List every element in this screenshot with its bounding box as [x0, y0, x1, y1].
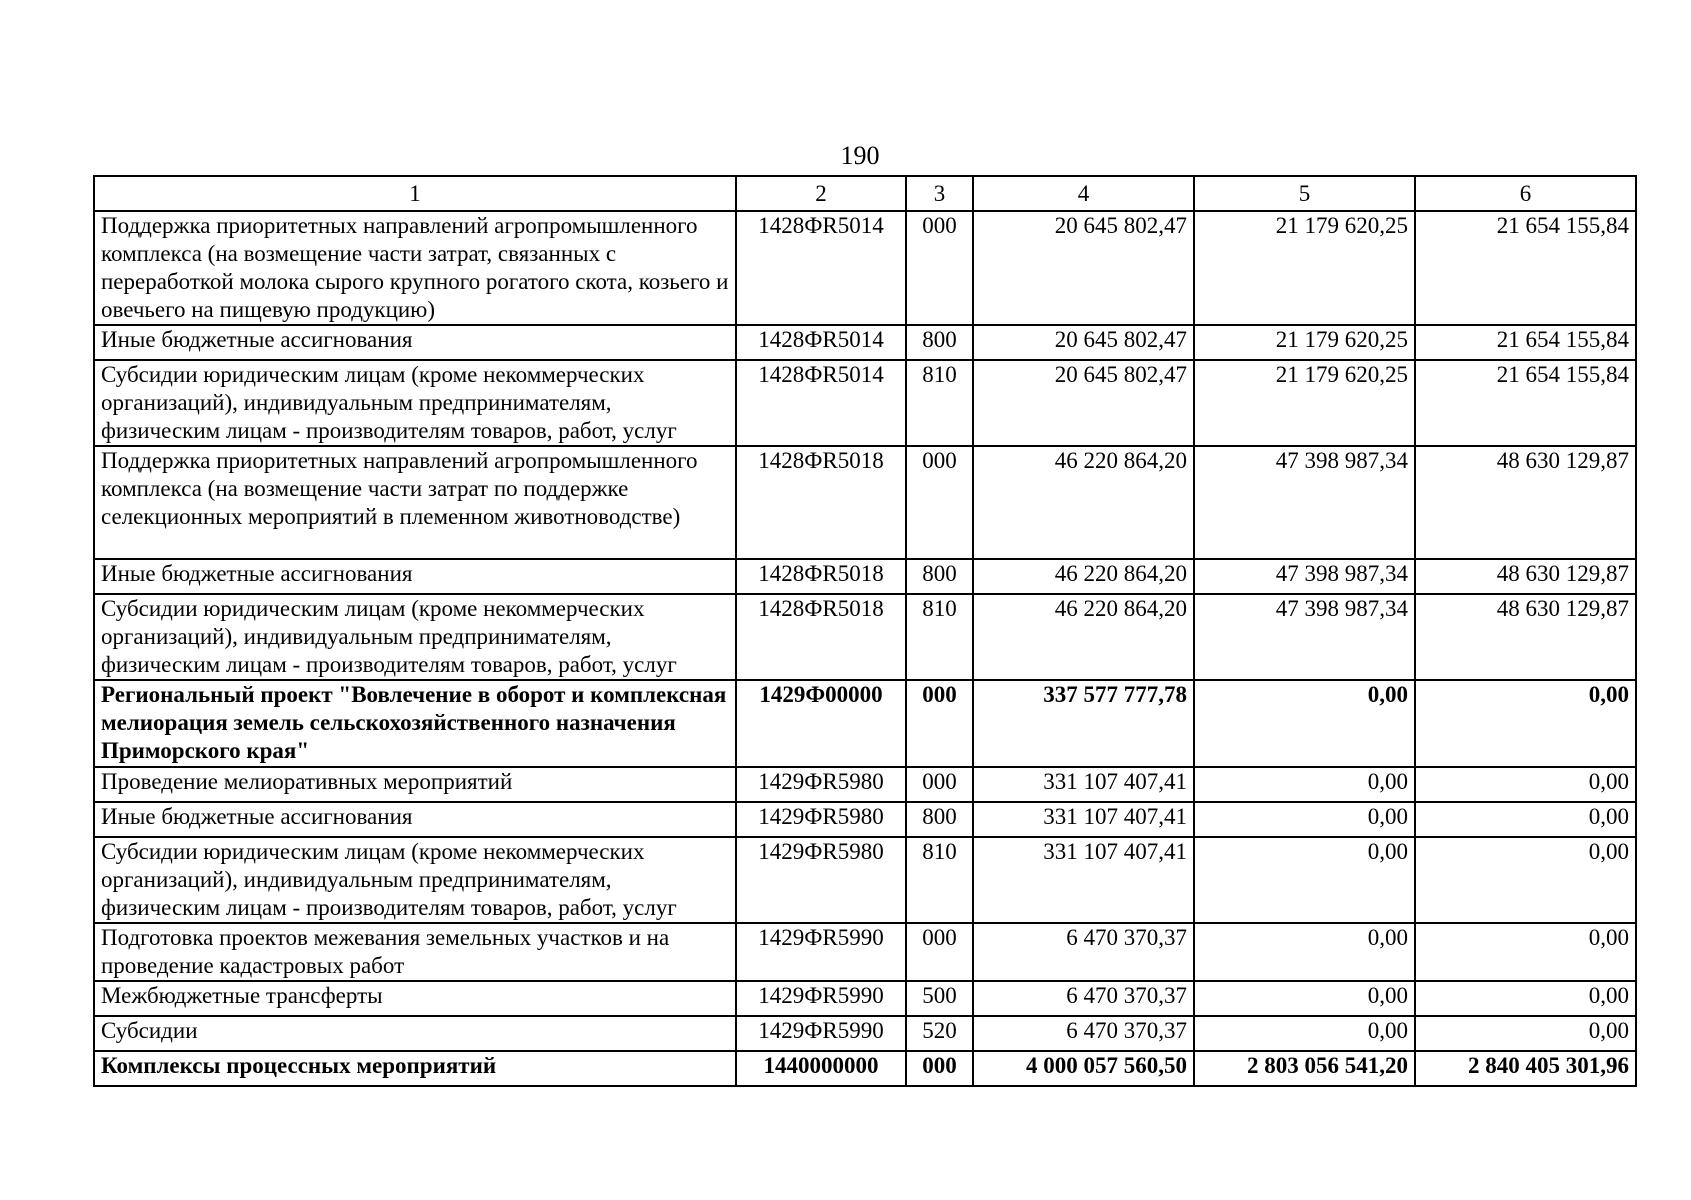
cell-amount-col4: 331 107 407,41	[973, 837, 1194, 923]
cell-amount-col4: 46 220 864,20	[973, 446, 1194, 559]
cell-amount-col4: 46 220 864,20	[973, 559, 1194, 594]
header-col-6: 6	[1415, 176, 1636, 211]
table-row	[94, 446, 1636, 559]
cell-amount-col5: 47 398 987,34	[1194, 594, 1415, 680]
cell-amount-col6: 0,00	[1415, 837, 1636, 923]
table-row	[94, 211, 1636, 325]
cell-name: Комплексы процессных мероприятий	[94, 1051, 736, 1086]
cell-expense-type: 520	[906, 1016, 973, 1051]
cell-amount-col4: 331 107 407,41	[973, 767, 1194, 802]
cell-name: Поддержка приоритетных направлений агропромышленного комплекса (на возмещение части затрат по поддержке селекционных мероприятий в племенном животноводстве)	[94, 446, 736, 559]
cell-code: 1428ФR5018	[736, 594, 906, 680]
cell-expense-type: 800	[906, 325, 973, 360]
cell-amount-col5: 0,00	[1194, 837, 1415, 923]
table-body	[94, 211, 1636, 1086]
table-row	[94, 680, 1636, 767]
cell-name: Поддержка приоритетных направлений агропромышленного комплекса (на возмещение части затрат, связанных с переработкой молока сырого крупного рогатого скота, козьего и овечьего на пищевую продукцию)	[94, 211, 736, 325]
cell-amount-col6: 0,00	[1415, 923, 1636, 981]
table-row	[94, 325, 1636, 360]
cell-name: Подготовка проектов межевания земельных участков и на проведение кадастровых работ	[94, 923, 736, 981]
cell-name: Субсидии юридическим лицам (кроме некоммерческих организаций), индивидуальным предпринимателям, физическим лицам - производителям товаров, работ, услуг	[94, 360, 736, 446]
cell-expense-type: 800	[906, 802, 973, 837]
cell-expense-type: 000	[906, 923, 973, 981]
cell-amount-col4: 6 470 370,37	[973, 923, 1194, 981]
header-row	[94, 176, 1636, 211]
table-row	[94, 802, 1636, 837]
cell-name: Субсидии юридическим лицам (кроме некоммерческих организаций), индивидуальным предпринимателям, физическим лицам - производителям товаров, работ, услуг	[94, 837, 736, 923]
cell-amount-col6: 48 630 129,87	[1415, 446, 1636, 559]
cell-amount-col6: 0,00	[1415, 981, 1636, 1016]
cell-amount-col5: 0,00	[1194, 981, 1415, 1016]
table-row	[94, 981, 1636, 1016]
cell-amount-col4: 6 470 370,37	[973, 981, 1194, 1016]
cell-amount-col5: 47 398 987,34	[1194, 559, 1415, 594]
cell-code: 1440000000	[736, 1051, 906, 1086]
cell-name: Иные бюджетные ассигнования	[94, 559, 736, 594]
cell-amount-col6: 21 654 155,84	[1415, 325, 1636, 360]
cell-code: 1428ФR5014	[736, 360, 906, 446]
cell-amount-col6: 21 654 155,84	[1415, 211, 1636, 325]
cell-amount-col6: 0,00	[1415, 680, 1636, 767]
cell-name: Субсидии	[94, 1016, 736, 1051]
header-col-2: 2	[736, 176, 906, 211]
cell-expense-type: 810	[906, 837, 973, 923]
cell-amount-col5: 2 803 056 541,20	[1194, 1051, 1415, 1086]
cell-amount-col4: 20 645 802,47	[973, 360, 1194, 446]
cell-name: Иные бюджетные ассигнования	[94, 325, 736, 360]
cell-amount-col6: 0,00	[1415, 1016, 1636, 1051]
cell-amount-col6: 21 654 155,84	[1415, 360, 1636, 446]
cell-expense-type: 000	[906, 767, 973, 802]
cell-amount-col6: 48 630 129,87	[1415, 559, 1636, 594]
cell-amount-col5: 0,00	[1194, 680, 1415, 767]
cell-amount-col4: 46 220 864,20	[973, 594, 1194, 680]
cell-amount-col6: 0,00	[1415, 767, 1636, 802]
cell-code: 1428ФR5014	[736, 211, 906, 325]
cell-code: 1429ФR5980	[736, 802, 906, 837]
cell-code: 1429ФR5980	[736, 837, 906, 923]
page-number: 190	[840, 141, 880, 170]
cell-amount-col4: 6 470 370,37	[973, 1016, 1194, 1051]
cell-expense-type: 810	[906, 360, 973, 446]
cell-expense-type: 000	[906, 680, 973, 767]
table-row	[94, 1016, 1636, 1051]
cell-amount-col5: 21 179 620,25	[1194, 211, 1415, 325]
header-col-4: 4	[973, 176, 1194, 211]
table-row	[94, 923, 1636, 981]
cell-code: 1428ФR5018	[736, 446, 906, 559]
cell-code: 1429ФR5990	[736, 923, 906, 981]
cell-amount-col5: 0,00	[1194, 802, 1415, 837]
table-row	[94, 837, 1636, 923]
table-row	[94, 594, 1636, 680]
table-row	[94, 360, 1636, 446]
cell-amount-col5: 0,00	[1194, 1016, 1415, 1051]
cell-amount-col4: 20 645 802,47	[973, 211, 1194, 325]
cell-expense-type: 000	[906, 211, 973, 325]
cell-name: Межбюджетные трансферты	[94, 981, 736, 1016]
header-col-3: 3	[906, 176, 973, 211]
cell-amount-col4: 20 645 802,47	[973, 325, 1194, 360]
cell-name: Проведение мелиоративных мероприятий	[94, 767, 736, 802]
cell-code: 1429Ф00000	[736, 680, 906, 767]
cell-amount-col5: 47 398 987,34	[1194, 446, 1415, 559]
cell-amount-col5: 21 179 620,25	[1194, 360, 1415, 446]
cell-amount-col6: 0,00	[1415, 802, 1636, 837]
cell-name: Субсидии юридическим лицам (кроме некоммерческих организаций), индивидуальным предпринимателям, физическим лицам - производителям товаров, работ, услуг	[94, 594, 736, 680]
header-col-5: 5	[1194, 176, 1415, 211]
table-row	[94, 559, 1636, 594]
budget-table	[93, 175, 1637, 1087]
cell-expense-type: 810	[906, 594, 973, 680]
cell-expense-type: 800	[906, 559, 973, 594]
cell-name: Иные бюджетные ассигнования	[94, 802, 736, 837]
cell-amount-col4: 4 000 057 560,50	[973, 1051, 1194, 1086]
cell-amount-col6: 48 630 129,87	[1415, 594, 1636, 680]
table-row	[94, 1051, 1636, 1086]
cell-code: 1428ФR5014	[736, 325, 906, 360]
cell-amount-col5: 0,00	[1194, 923, 1415, 981]
header-col-1: 1	[94, 176, 736, 211]
cell-amount-col4: 337 577 777,78	[973, 680, 1194, 767]
cell-amount-col5: 0,00	[1194, 767, 1415, 802]
cell-expense-type: 500	[906, 981, 973, 1016]
cell-code: 1428ФR5018	[736, 559, 906, 594]
table-row	[94, 767, 1636, 802]
cell-amount-col5: 21 179 620,25	[1194, 325, 1415, 360]
cell-code: 1429ФR5990	[736, 1016, 906, 1051]
cell-amount-col6: 2 840 405 301,96	[1415, 1051, 1636, 1086]
cell-code: 1429ФR5980	[736, 767, 906, 802]
cell-code: 1429ФR5990	[736, 981, 906, 1016]
cell-amount-col4: 331 107 407,41	[973, 802, 1194, 837]
cell-expense-type: 000	[906, 1051, 973, 1086]
cell-expense-type: 000	[906, 446, 973, 559]
cell-name: Региональный проект "Вовлечение в оборот и комплексная мелиорация земель сельскохозяйственного назначения Приморского края"	[94, 680, 736, 767]
